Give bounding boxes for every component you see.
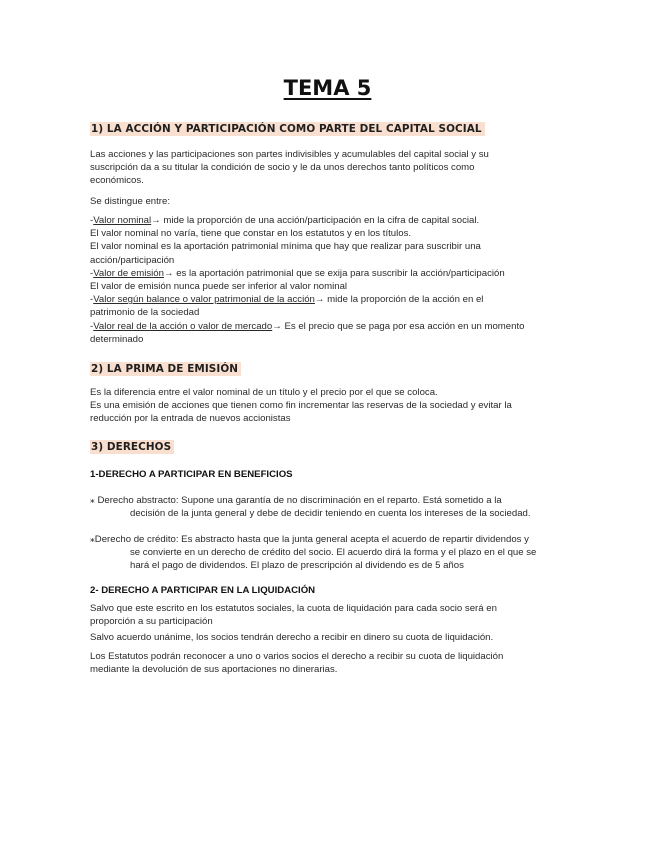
- liquidacion-paragraph-1: [90, 602, 568, 628]
- paragraph-line: Los Estatutos podrán reconocer a uno o varios socios el derecho a recibir su cuota de liquidación: [90, 651, 504, 662]
- paragraph-line: decisión de la junta general y debe de decidir teniendo en cuenta los intereses de la sociedad.: [130, 508, 531, 520]
- valor-balance-term: Valor según balance o valor patrimonial de la acción: [93, 294, 315, 306]
- valor-real-definition: → Es el precio que se paga por esa acción en un momento: [272, 320, 525, 332]
- section-1-distingue: [90, 195, 568, 208]
- paragraph-line: proporción a su participación: [90, 616, 213, 628]
- paragraph-line: Es una emisión de acciones que tienen como fin incrementar las reservas de la sociedad y evitar la: [90, 400, 512, 412]
- paragraph-line: Las acciones y las participaciones son partes indivisibles y acumulables del capital social y su: [90, 149, 489, 160]
- derecho-abstracto: [90, 494, 568, 520]
- valor-nominal-term: Valor nominal: [93, 215, 152, 226]
- valor-nominal-line: -Valor nominal→ mide la proporción de una acción/participación en la cifra de capital social.: [90, 215, 480, 226]
- paragraph-line: se convierte en un derecho de crédito del socio. El acuerdo dirá la forma y el plazo en el que se: [130, 547, 537, 559]
- section-1-heading-text: 1) LA ACCIÓN Y PARTICIPACIÓN COMO PARTE DEL CAPITAL SOCIAL: [90, 122, 485, 136]
- paragraph-line: Salvo acuerdo unánime, los socios tendrán derecho a recibir en dinero su cuota de liquidación.: [90, 632, 494, 643]
- section-1-intro: [90, 148, 568, 188]
- section-1-heading: [90, 122, 485, 137]
- paragraph-line: mediante la devolución de sus aportaciones no dinerarias.: [90, 664, 338, 676]
- valor-real-line: -Valor real de la acción o valor de mercado→ Es el precio que se paga por esa acción en un momento: [90, 320, 525, 332]
- paragraph-line: Se distingue entre:: [90, 196, 171, 207]
- section-2-heading-text: 2) LA PRIMA DE EMISIÓN: [90, 362, 241, 376]
- paragraph-line: reducción por la entrada de nuevos accionistas: [90, 413, 291, 425]
- paragraph-line: ⁎ Derecho abstracto: Supone una garantía de no discriminación en el reparto. Está sometido a la: [90, 495, 502, 506]
- section-3-heading-text: 3) DERECHOS: [90, 440, 174, 454]
- page-title: [0, 74, 655, 102]
- valor-balance-line: -Valor según balance o valor patrimonial de la acción→ mide la proporción de la acción en el: [90, 294, 484, 306]
- section-2-body: [90, 386, 568, 426]
- valor-list: [90, 214, 568, 346]
- paragraph-line: El valor de emisión nunca puede ser inferior al valor nominal: [90, 281, 348, 293]
- paragraph-line: El valor nominal es la aportación patrimonial mínima que hay que realizar para suscribir una: [90, 241, 481, 253]
- paragraph-line: económicos.: [90, 175, 144, 187]
- valor-nominal-definition: → mide la proporción de una acción/participación en la cifra de capital social.: [151, 215, 480, 226]
- page-title-text: TEMA 5: [283, 76, 372, 100]
- liquidacion-paragraph-2: [90, 631, 568, 644]
- subsection-liquidacion-heading: 2- DERECHO A PARTICIPAR EN LA LIQUIDACIÓN: [90, 585, 316, 596]
- paragraph-line: hará el pago de dividendos. El plazo de prescripción al dividendo es de 5 años: [130, 560, 464, 572]
- paragraph-line: acción/participación: [90, 254, 175, 266]
- paragraph-line: El valor nominal no varía, tiene que constar en los estatutos y en los títulos.: [90, 228, 412, 240]
- valor-balance-definition: → mide la proporción de la acción en el: [314, 294, 484, 306]
- paragraph-line: Salvo que este escrito en los estatutos sociales, la cuota de liquidación para cada socio será en: [90, 603, 497, 614]
- paragraph-line: patrimonio de la sociedad: [90, 307, 200, 319]
- paragraph-line: Es la diferencia entre el valor nominal de un título y el precio por el que se coloca.: [90, 387, 438, 398]
- liquidacion-paragraph-3: [90, 650, 568, 676]
- valor-real-term: Valor real de la acción o valor de mercado: [93, 320, 273, 332]
- valor-emision-term: Valor de emisión: [93, 267, 164, 279]
- section-2-heading: [90, 362, 241, 377]
- subsection-beneficios-heading: 1-DERECHO A PARTICIPAR EN BENEFICIOS: [90, 469, 293, 480]
- valor-emision-definition: → es la aportación patrimonial que se exija para suscribir la acción/participación: [163, 267, 505, 279]
- paragraph-line: suscripción da a su titular la condición de socio y le da unos derechos tanto políticos como: [90, 162, 475, 174]
- paragraph-line: ⁎Derecho de crédito: Es abstracto hasta que la junta general acepta el acuerdo de repartir dividendos y: [90, 534, 529, 545]
- section-3-heading: [90, 440, 174, 455]
- paragraph-line: determinado: [90, 333, 144, 345]
- derecho-credito: [90, 533, 568, 573]
- valor-emision-line: -Valor de emisión→ es la aportación patrimonial que se exija para suscribir la acción/participación: [90, 267, 505, 279]
